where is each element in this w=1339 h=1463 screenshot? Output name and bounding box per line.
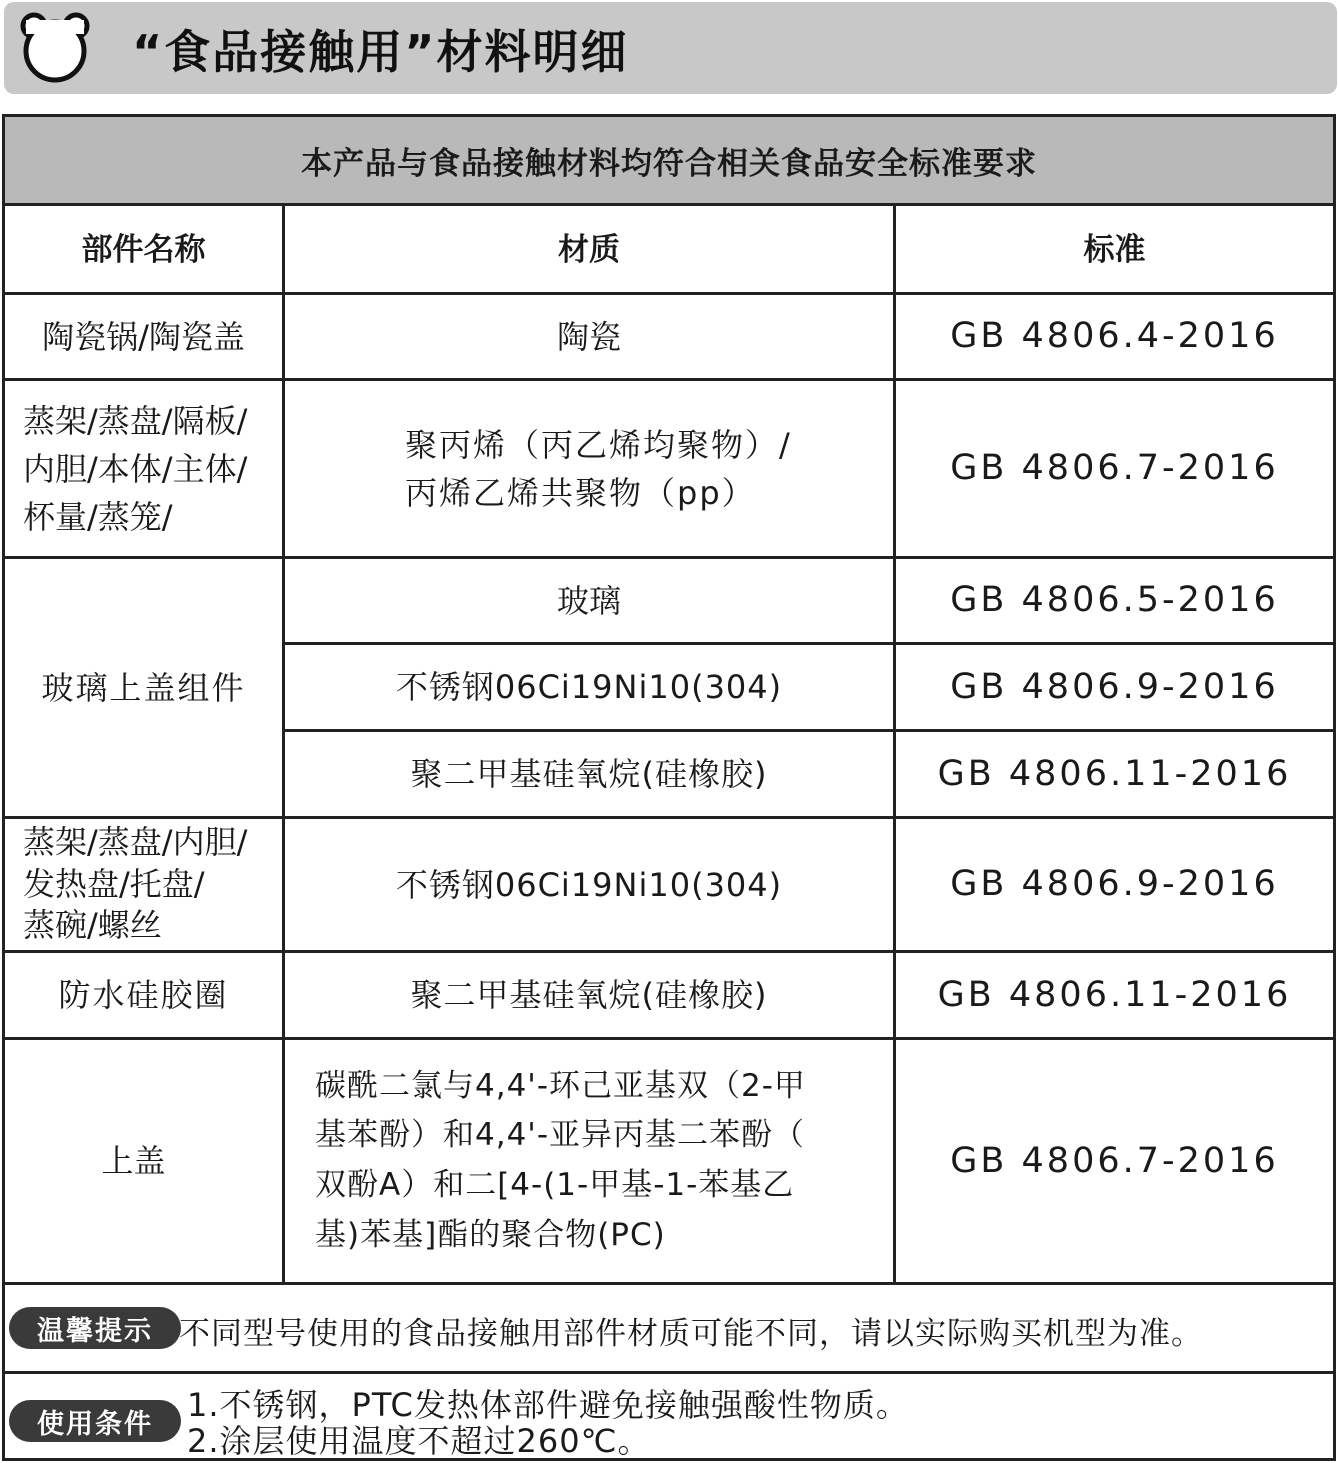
row2-standard: GB 4806.7-2016: [950, 448, 1279, 489]
row6-material: [285, 1040, 893, 1282]
usage-line-2: 2.涂层使用温度不超过260℃。: [187, 1422, 651, 1460]
row-divider: [5, 1037, 1333, 1040]
row1-part: 陶瓷锅/陶瓷盖: [42, 317, 245, 356]
usage-row: [5, 1374, 1333, 1461]
row4-material: 不锈钢06Ci19Ni10(304): [395, 865, 783, 904]
row6-material-line4: 基)苯基]酯的聚合物(PC): [315, 1216, 666, 1253]
tip-row: [5, 1285, 1333, 1371]
row-divider: [5, 950, 1333, 953]
row6-material-line3: 双酚A）和二[4-(1-甲基-1-苯基乙: [315, 1167, 795, 1203]
bear-head-icon: [18, 10, 92, 84]
row3a-material: 玻璃: [556, 581, 621, 620]
row-divider: [5, 816, 1333, 819]
row1-material: 陶瓷: [556, 317, 621, 356]
row3-part: 玻璃上盖组件: [41, 668, 246, 707]
row5-part: 防水硅胶圈: [58, 976, 229, 1014]
row-divider: [285, 729, 1333, 732]
row-divider: [285, 642, 1333, 645]
row3c-material: 聚二甲基硅氧烷(硅橡胶): [410, 755, 768, 793]
row2-part: [5, 381, 282, 556]
row4-standard: GB 4806.9-2016: [950, 864, 1279, 905]
row-divider: [5, 292, 1333, 295]
header-banner: [4, 2, 1337, 94]
row4-part-line1: 蒸架/蒸盘/内胆/: [23, 823, 248, 862]
column-header-part: 部件名称: [81, 232, 206, 269]
row2-material-line2: 丙烯乙烯共聚物（pp）: [405, 473, 756, 512]
page-title: “食品接触用”材料明细: [132, 25, 629, 79]
column-divider: [893, 206, 896, 1282]
row3a-standard: GB 4806.5-2016: [950, 580, 1279, 621]
row3b-standard: GB 4806.9-2016: [950, 666, 1279, 707]
row-divider: [5, 378, 1333, 381]
tip-badge: 温馨提示: [9, 1307, 181, 1349]
row3b-material: 不锈钢06Ci19Ni10(304): [395, 668, 783, 706]
row4-part-line2: 发热盘/托盘/: [23, 864, 205, 903]
row6-material-line2: 基苯酚）和4,4'-亚异丙基二苯酚（: [315, 1117, 806, 1154]
column-header-material: 材质: [558, 232, 620, 269]
row4-part-line3: 蒸碗/螺丝: [23, 906, 162, 945]
row4-part: [5, 819, 282, 950]
row2-material-line1: 聚丙烯（丙乙烯均聚物）/: [405, 425, 792, 464]
row2-part-line3: 杯量/蒸笼/: [23, 497, 173, 536]
materials-table: [2, 114, 1336, 1461]
row5-material: 聚二甲基硅氧烷(硅橡胶): [410, 976, 768, 1014]
row-divider: [5, 556, 1333, 559]
row3c-standard: GB 4806.11-2016: [937, 753, 1292, 794]
column-header-standard: 标准: [1083, 232, 1146, 269]
row2-part-line1: 蒸架/蒸盘/隔板/: [23, 401, 248, 440]
column-divider: [282, 206, 285, 1282]
usage-badge: 使用条件: [9, 1400, 181, 1442]
row5-standard: GB 4806.11-2016: [937, 974, 1292, 1015]
row6-material-line1: 碳酰二氯与4,4'-环己亚基双（2-甲: [315, 1067, 806, 1104]
row1-standard: GB 4806.4-2016: [950, 316, 1279, 357]
row6-part: 上盖: [101, 1142, 166, 1180]
compliance-statement: 本产品与食品接触材料均符合相关食品安全标准要求: [5, 117, 1333, 206]
row2-material: [285, 381, 893, 556]
row2-part-line2: 内胆/本体/主体/: [23, 449, 248, 488]
usage-line-1: 1.不锈钢，PTC发热体部件避免接触强酸性物质。: [187, 1386, 909, 1424]
tip-text: 不同型号使用的食品接触用部件材质可能不同，请以实际购买机型为准。: [179, 1316, 1203, 1352]
row6-standard: GB 4806.7-2016: [950, 1140, 1279, 1181]
